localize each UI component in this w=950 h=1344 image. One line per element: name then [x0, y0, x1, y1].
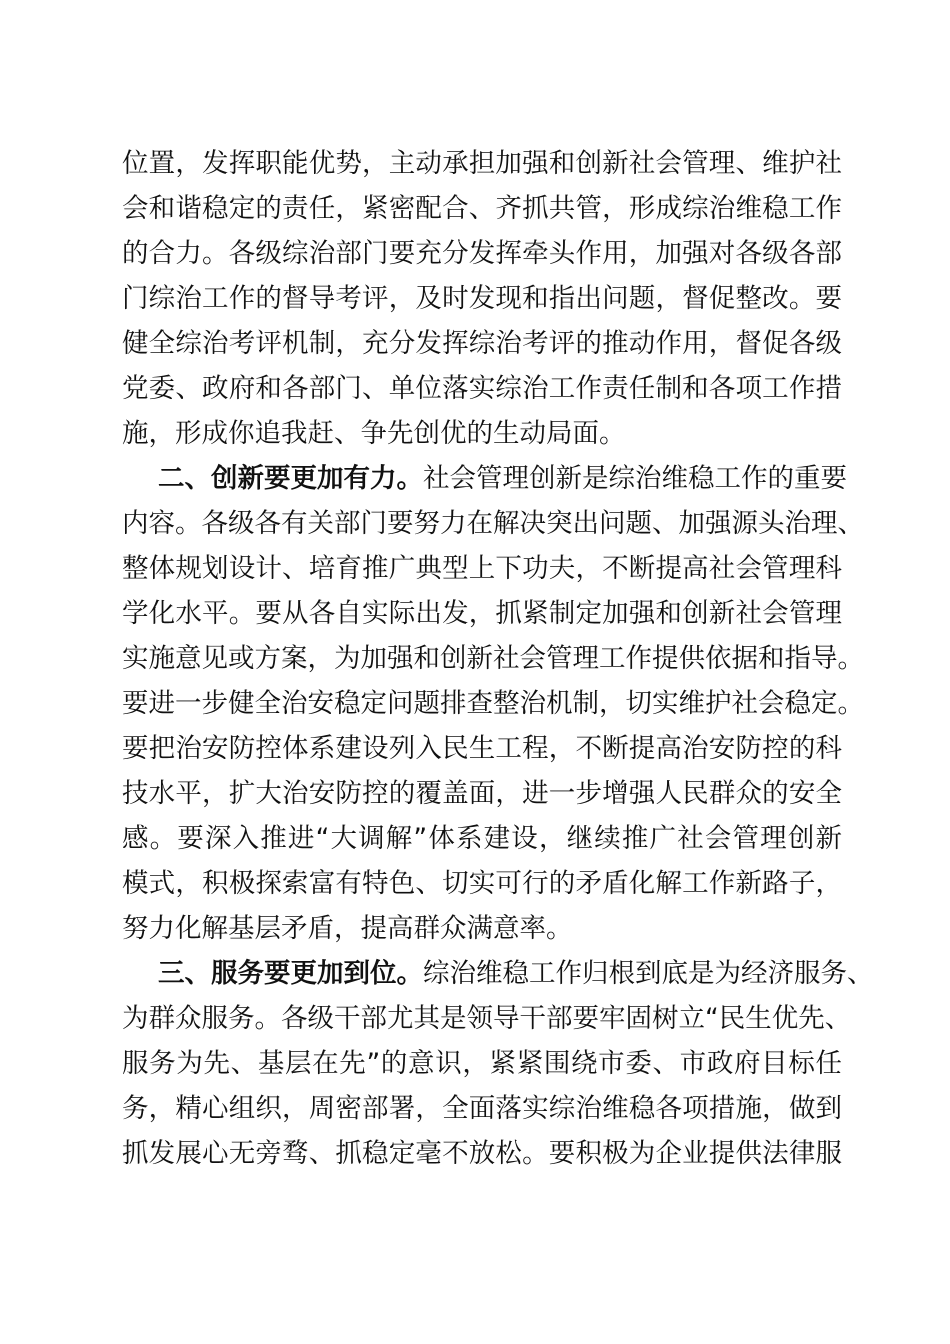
- body-line: 为群众服务。各级干部尤其是领导干部要牢固树立“民生优先、: [122, 1003, 852, 1034]
- body-line: 施，形成你追我赶、争先创优的生动局面。: [122, 418, 626, 449]
- body-line: 内容。各级各有关部门要努力在解决突出问题、加强源头治理、: [122, 508, 864, 539]
- body-line: 努力化解基层矛盾，提高群众满意率。: [122, 913, 573, 944]
- body-line: 学化水平。要从各自实际出发，抓紧制定加强和创新社会管理: [122, 598, 842, 629]
- body-line: 整体规划设计、培育推广典型上下功夫，不断提高社会管理科: [122, 553, 842, 584]
- section-2-first-line-text: 社会管理创新是综治维稳工作的重要: [423, 463, 847, 494]
- section-3-first-line-text: 综治维稳工作归根到底是为经济服务、: [423, 958, 874, 989]
- body-line: 党委、政府和各部门、单位落实综治工作责任制和各项工作措: [122, 373, 842, 404]
- body-line: 服务为先、基层在先”的意识，紧紧围绕市委、市政府目标任: [122, 1048, 842, 1079]
- body-line: 健全综治考评机制，充分发挥综治考评的推动作用，督促各级: [122, 328, 842, 359]
- body-line: 位置，发挥职能优势，主动承担加强和创新社会管理、维护社: [122, 148, 842, 179]
- body-line: 要把治安防控体系建设列入民生工程，不断提高治安防控的科: [122, 733, 842, 764]
- body-line: 门综治工作的督导考评，及时发现和指出问题，督促整改。要: [122, 283, 842, 314]
- section-2-heading: 二、创新要更加有力。: [158, 463, 423, 494]
- body-line: 要进一步健全治安稳定问题排查整治机制，切实维护社会稳定。: [122, 688, 864, 719]
- body-line: 务，精心组织，周密部署，全面落实综治维稳各项措施，做到: [122, 1093, 842, 1124]
- section-3-first-line: [158, 954, 874, 994]
- section-2-first-line: [158, 459, 847, 499]
- body-line: 会和谐稳定的责任，紧密配合、齐抓共管，形成综治维稳工作: [122, 193, 842, 224]
- section-3-heading: 三、服务要更加到位。: [158, 958, 423, 989]
- body-line: 的合力。各级综治部门要充分发挥牵头作用，加强对各级各部: [122, 238, 842, 269]
- body-line: 实施意见或方案，为加强和创新社会管理工作提供依据和指导。: [122, 643, 864, 674]
- body-line: 抓发展心无旁骛、抓稳定毫不放松。要积极为企业提供法律服: [122, 1138, 842, 1169]
- body-line: 感。要深入推进“大调解”体系建设，继续推广社会管理创新: [122, 823, 842, 854]
- body-line: 技水平，扩大治安防控的覆盖面，进一步增强人民群众的安全: [122, 778, 842, 809]
- body-line: 模式，积极探索富有特色、切实可行的矛盾化解工作新路子，: [122, 868, 842, 899]
